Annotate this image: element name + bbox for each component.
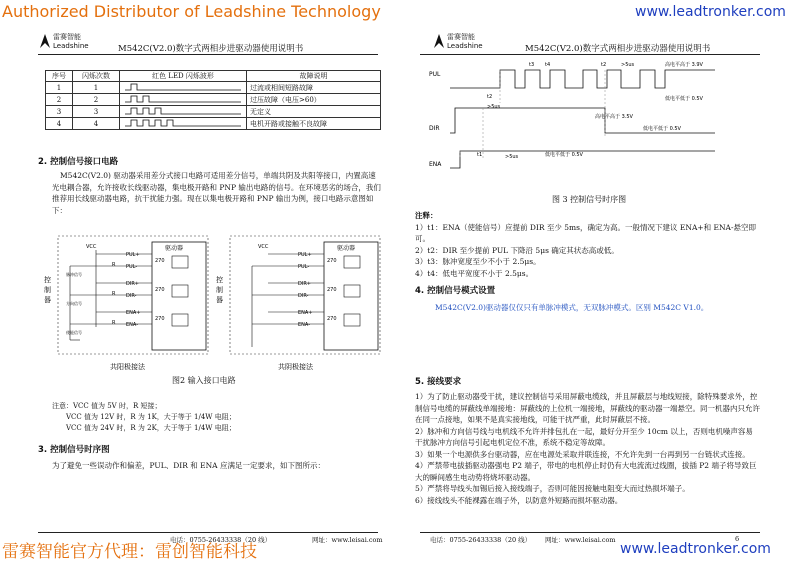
controller-char: 制 (216, 286, 223, 294)
gt5us-label: >5us (505, 154, 519, 160)
t1-label: t1 (477, 152, 483, 158)
table-row (46, 82, 381, 94)
note-item: 3）t3：脉冲宽度至少不小于 2.5μs。 (415, 257, 541, 266)
section-2-heading: 2. 控制信号接口电路 (38, 157, 119, 167)
manual-title-left: M542C(V2.0)数字式两相步进驱动器使用说明书 (118, 44, 304, 54)
logo-cn: 雷赛智能 (53, 33, 81, 41)
t2-label: t2 (601, 62, 607, 68)
common-cathode-circuit (216, 236, 380, 371)
dir-signal-label: 方向信号 (66, 301, 82, 306)
ena-minus-label: ENA- (298, 322, 311, 328)
note-line: VCC 值为 12V 时，R 为 1K，大于等于 1/4W 电阻； (66, 413, 236, 421)
ena-signal-label: 使能信号 (66, 330, 82, 335)
controller-char: 控 (216, 276, 223, 284)
col-count: 闪烁次数 (73, 71, 120, 82)
high-3-5-label: 高电平高于 3.5V (595, 114, 633, 120)
row-no: 4 (46, 118, 73, 130)
vcc-label: VCC (258, 244, 269, 250)
website-url-top[interactable]: www.leadtronker.com (635, 4, 786, 20)
t4-label: t4 (545, 62, 551, 68)
note-item: 1）t1：ENA（使能信号）应提前 DIR 至少 5ms，确定为高。一般情况下建议 ENA+和 ENA-悬空即可。 (415, 222, 757, 243)
row-desc: 无定义 (247, 106, 381, 118)
row-desc: 过压故障（电压>60） (247, 94, 381, 106)
table-header-row (46, 71, 381, 82)
gt5us-label: >5us (487, 104, 501, 110)
pul-minus-label: PUL- (126, 264, 138, 270)
left-circuit-caption: 共阳极接法 (110, 363, 145, 371)
footer-tel-right: 电话：0755-26433338（20 线） (430, 536, 532, 544)
note-item: 4）t4：低电平宽度不小于 2.5μs。 (415, 268, 534, 278)
table-row (46, 106, 381, 118)
fig2-caption: 图2 输入接口电路 (172, 376, 236, 385)
notes-title: 注释： (415, 211, 438, 220)
t2-label: t2 (487, 94, 493, 100)
col-wave: 红色 LED 闪烁波形 (120, 71, 247, 82)
leadshine-logo-right (432, 32, 492, 52)
row-desc: 过流或相间短路故障 (247, 82, 381, 94)
pulse-signal-label: 脉冲信号 (66, 272, 82, 277)
ohm-label: 270 (327, 316, 337, 322)
footer-tel-left: 电话：0755-26433338（20 线） (170, 536, 272, 544)
table-row (46, 94, 381, 106)
section-2-body: M542C(V2.0) 驱动器采用差分式接口电路可适用差分信号，单端共阴及共阳等接口，内置高速光电耦合器，允许接收长线驱动器，集电极开路和 PNP 输出电路的信号。在环境恶劣的场合，我们推荐用长线驱动器电路，抗干扰能力强。现在以集电极开路和 PNP 输出为例，接口电路示意图如下： (52, 171, 381, 215)
high-3-9-label: 高电平高于 3.9V (665, 62, 703, 68)
ohm-label: 270 (155, 287, 165, 293)
row-no: 1 (46, 82, 73, 94)
row-desc: 电机开路或接触不良故障 (247, 118, 381, 130)
dir-plus-label: DIR+ (126, 281, 139, 287)
ohm-label: 270 (327, 287, 337, 293)
pul-minus-label: PUL- (298, 264, 310, 270)
dir-plus-label: DIR+ (298, 281, 311, 287)
requirement-item: 3）如果一个电源供多台驱动器，应在电源处采取并联连接，不允许先到一台再到另一台链状式连接。 (415, 449, 750, 459)
led-waveform (120, 94, 247, 106)
row-no: 3 (46, 106, 73, 118)
footer-rule-left (38, 532, 378, 533)
ena-plus-label: ENA+ (298, 310, 313, 316)
footer-web-left: 网址：www.leisai.com (312, 536, 383, 544)
gt5us-label: >5us (621, 62, 635, 68)
section-4-body: M542C(V2.0)驱动器仅仅只有单脉冲模式，无双脉冲模式。区别 M542C V1.0。 (435, 303, 709, 312)
footer-rule-right (420, 532, 760, 533)
note-line: 注意：VCC 值为 5V 时，R 短接； (52, 402, 162, 410)
vcc-label: VCC (86, 244, 97, 250)
header-rule-left (38, 54, 378, 55)
requirement-item: 4）严禁带电拔插驱动器强电 P2 端子，带电的电机停止时仍有大电流流过线圈，拔插 P2 端子将导致巨大的瞬间感生电动势将烧坏驱动器。 (415, 461, 757, 482)
ohm-label: 270 (327, 258, 337, 264)
r-label: R (112, 320, 116, 326)
driver-label-left: 驱动器 (165, 245, 184, 252)
section-5-heading: 5. 接线要求 (415, 377, 462, 387)
r-label: R (112, 262, 116, 268)
right-circuit-caption: 共阴极接法 (278, 363, 313, 371)
t3-label: t3 (529, 62, 535, 68)
note-line: VCC 值为 24V 时，R 为 2K，大于等于 1/4W 电阻； (66, 424, 236, 432)
requirement-item: 2）脉冲和方向信号线与电机线不允许并排包扎在一起，最好分开至少 10cm 以上，否则电机噪声容易干扰脉冲方向信号引起电机定位不准，系统不稳定等故障。 (415, 426, 753, 447)
ena-minus-label: ENA- (126, 322, 139, 328)
requirement-item: 5）严禁将导线头加锡后接入接线端子，否则可能因接触电阻变大而过热损坏端子。 (415, 484, 690, 493)
col-no: 序号 (46, 71, 73, 82)
dir-minus-label: DIR- (126, 293, 137, 299)
section-3-body: 为了避免一些误动作和偏差，PUL、DIR 和 ENA 应满足一定要求，如下图所示： (52, 461, 325, 470)
row-count: 2 (73, 94, 120, 106)
common-anode-circuit (44, 236, 208, 371)
led-waveform (120, 106, 247, 118)
ena-plus-label: ENA+ (126, 310, 141, 316)
interface-circuit-diagram (40, 232, 385, 372)
requirement-item: 1）为了防止驱动器受干扰，建议控制信号采用屏蔽电缆线，并且屏蔽层与地线短接，除特殊要求外，控制信号电缆的屏蔽线单端接地：屏蔽线的上位机一端接地，屏蔽线的驱动器一端悬空。同一机器内只允许在同一点接地，如果不是真实接地线，可能干扰严重，此时屏蔽层不接。 (415, 392, 760, 424)
fig3-caption: 图 3 控制信号时序图 (552, 195, 627, 204)
led-waveform (120, 82, 247, 94)
agent-banner: 雷赛智能官方代理：雷创智能科技 (2, 542, 257, 562)
low-0-5-label-ena: 低电平低于 0.5V (545, 152, 583, 158)
logo-en: Leadshine (53, 42, 89, 50)
page-number-right: 6 (735, 535, 740, 543)
section-4-heading: 4. 控制信号模式设置 (415, 286, 496, 296)
leadshine-bird-icon (432, 32, 446, 50)
row-count: 1 (73, 82, 120, 94)
col-desc: 故障说明 (247, 71, 381, 82)
header-rule-right (420, 54, 760, 55)
vcc-notes (52, 401, 236, 434)
controller-char: 制 (44, 286, 51, 294)
controller-char: 器 (216, 296, 223, 304)
pul-plus-label: PUL+ (298, 252, 312, 258)
ohm-label: 270 (155, 316, 165, 322)
driver-label-right: 驱动器 (337, 245, 356, 252)
table-row (46, 118, 381, 130)
logo-cn: 雷赛智能 (447, 33, 475, 41)
row-count: 4 (73, 118, 120, 130)
low-0-5-label-pul: 低电平低于 0.5V (665, 96, 703, 102)
led-waveform (120, 118, 247, 130)
pul-plus-label: PUL+ (126, 252, 140, 258)
dir-signal-label: DIR (429, 125, 440, 132)
low-0-5-label-dir: 低电平低于 0.5V (643, 126, 681, 132)
section-3-heading: 3. 控制信号时序图 (38, 445, 110, 455)
logo-en: Leadshine (447, 42, 483, 50)
row-no: 2 (46, 94, 73, 106)
wiring-requirements (415, 391, 760, 506)
timing-diagram (425, 58, 755, 188)
ena-signal-label: ENA (429, 161, 442, 168)
controller-char: 器 (44, 296, 51, 304)
footer-web-right: 网址：www.leisai.com (545, 536, 616, 544)
row-count: 3 (73, 106, 120, 118)
leadshine-bird-icon (38, 32, 52, 50)
pul-signal-label: PUL (429, 71, 441, 78)
fault-table (45, 70, 381, 130)
distributor-banner: Authorized Distributor of Leadshine Technology (2, 2, 381, 21)
website-url-bottom[interactable]: www.leadtronker.com (620, 541, 771, 557)
r-label: R (112, 291, 116, 297)
ohm-label: 270 (155, 258, 165, 264)
requirement-item: 6）接线线头不能裸露在端子外，以防意外短路而损坏驱动器。 (415, 495, 623, 505)
dir-minus-label: DIR- (298, 293, 309, 299)
manual-title-right: M542C(V2.0)数字式两相步进驱动器使用说明书 (525, 44, 711, 54)
timing-notes (415, 210, 760, 279)
leadshine-logo (38, 32, 98, 52)
note-item: 2）t2：DIR 至少提前 PUL 下降沿 5μs 确定其状态高或低。 (415, 245, 619, 255)
controller-char: 控 (44, 276, 51, 284)
